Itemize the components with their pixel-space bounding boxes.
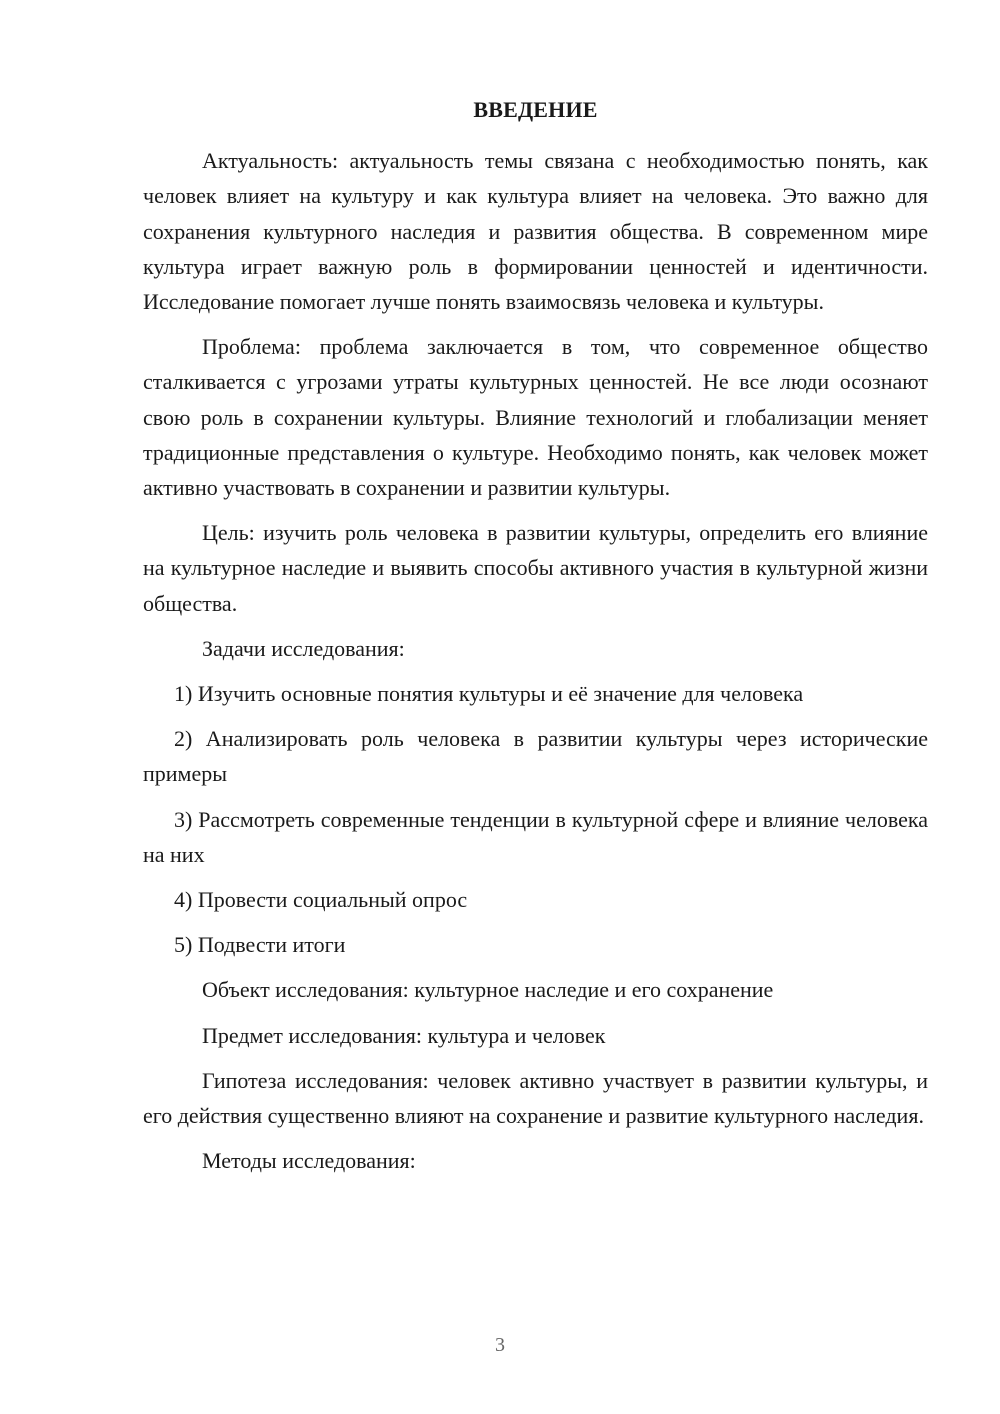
tasks-heading: Задачи исследования: xyxy=(202,635,405,661)
task-item-2: 2) Анализировать роль человека в развитии культуры через исторические примеры xyxy=(143,726,928,787)
methods-heading: Методы исследования: xyxy=(202,1148,416,1174)
subject-paragraph: Предмет исследования: культура и человек xyxy=(202,1022,606,1048)
section-title: ВВЕДЕНИЕ xyxy=(473,97,598,122)
object-paragraph: Объект исследования: культурное наследие и его сохранение xyxy=(202,977,774,1003)
page-number: 3 xyxy=(495,1334,505,1356)
page-content xyxy=(143,92,928,1188)
task-item-1: 1) Изучить основные понятия культуры и её значение для человека xyxy=(174,681,804,707)
task-item-3: 3) Рассмотреть современные тенденции в культурной сфере и влияние человека на них xyxy=(143,806,928,867)
relevance-paragraph: Актуальность: актуальность темы связана с необходимостью понять, как человек влияет на культуру и как культура влияет на человека. Это важно для сохранения культурного наследия и развития общества. В современном мире культура играет важную роль в формировании ценностей и идентичности. Исследование помогает лучше понять взаимосвязь человека и культуры. xyxy=(143,148,928,315)
problem-paragraph: Проблема: проблема заключается в том, что современное общество сталкивается с угрозами утраты культурных ценностей. Не все люди осознают свою роль в сохранении культуры. Влияние технологий и глобализации меняет традиционные представления о культуре. Необходимо понять, как человек может активно участвовать в сохранении и развитии культуры. xyxy=(143,334,928,501)
goal-paragraph: Цель: изучить роль человека в развитии культуры, определить его влияние на культурное наследие и выявить способы активного участия в культурной жизни общества. xyxy=(143,520,928,616)
hypothesis-paragraph: Гипотеза исследования: человек активно участвует в развитии культуры, и его действия существенно влияют на сохранение и развитие культурного наследия. xyxy=(143,1067,928,1129)
task-item-4: 4) Провести социальный опрос xyxy=(174,887,468,913)
task-item-5: 5) Подвести итоги xyxy=(174,932,346,958)
